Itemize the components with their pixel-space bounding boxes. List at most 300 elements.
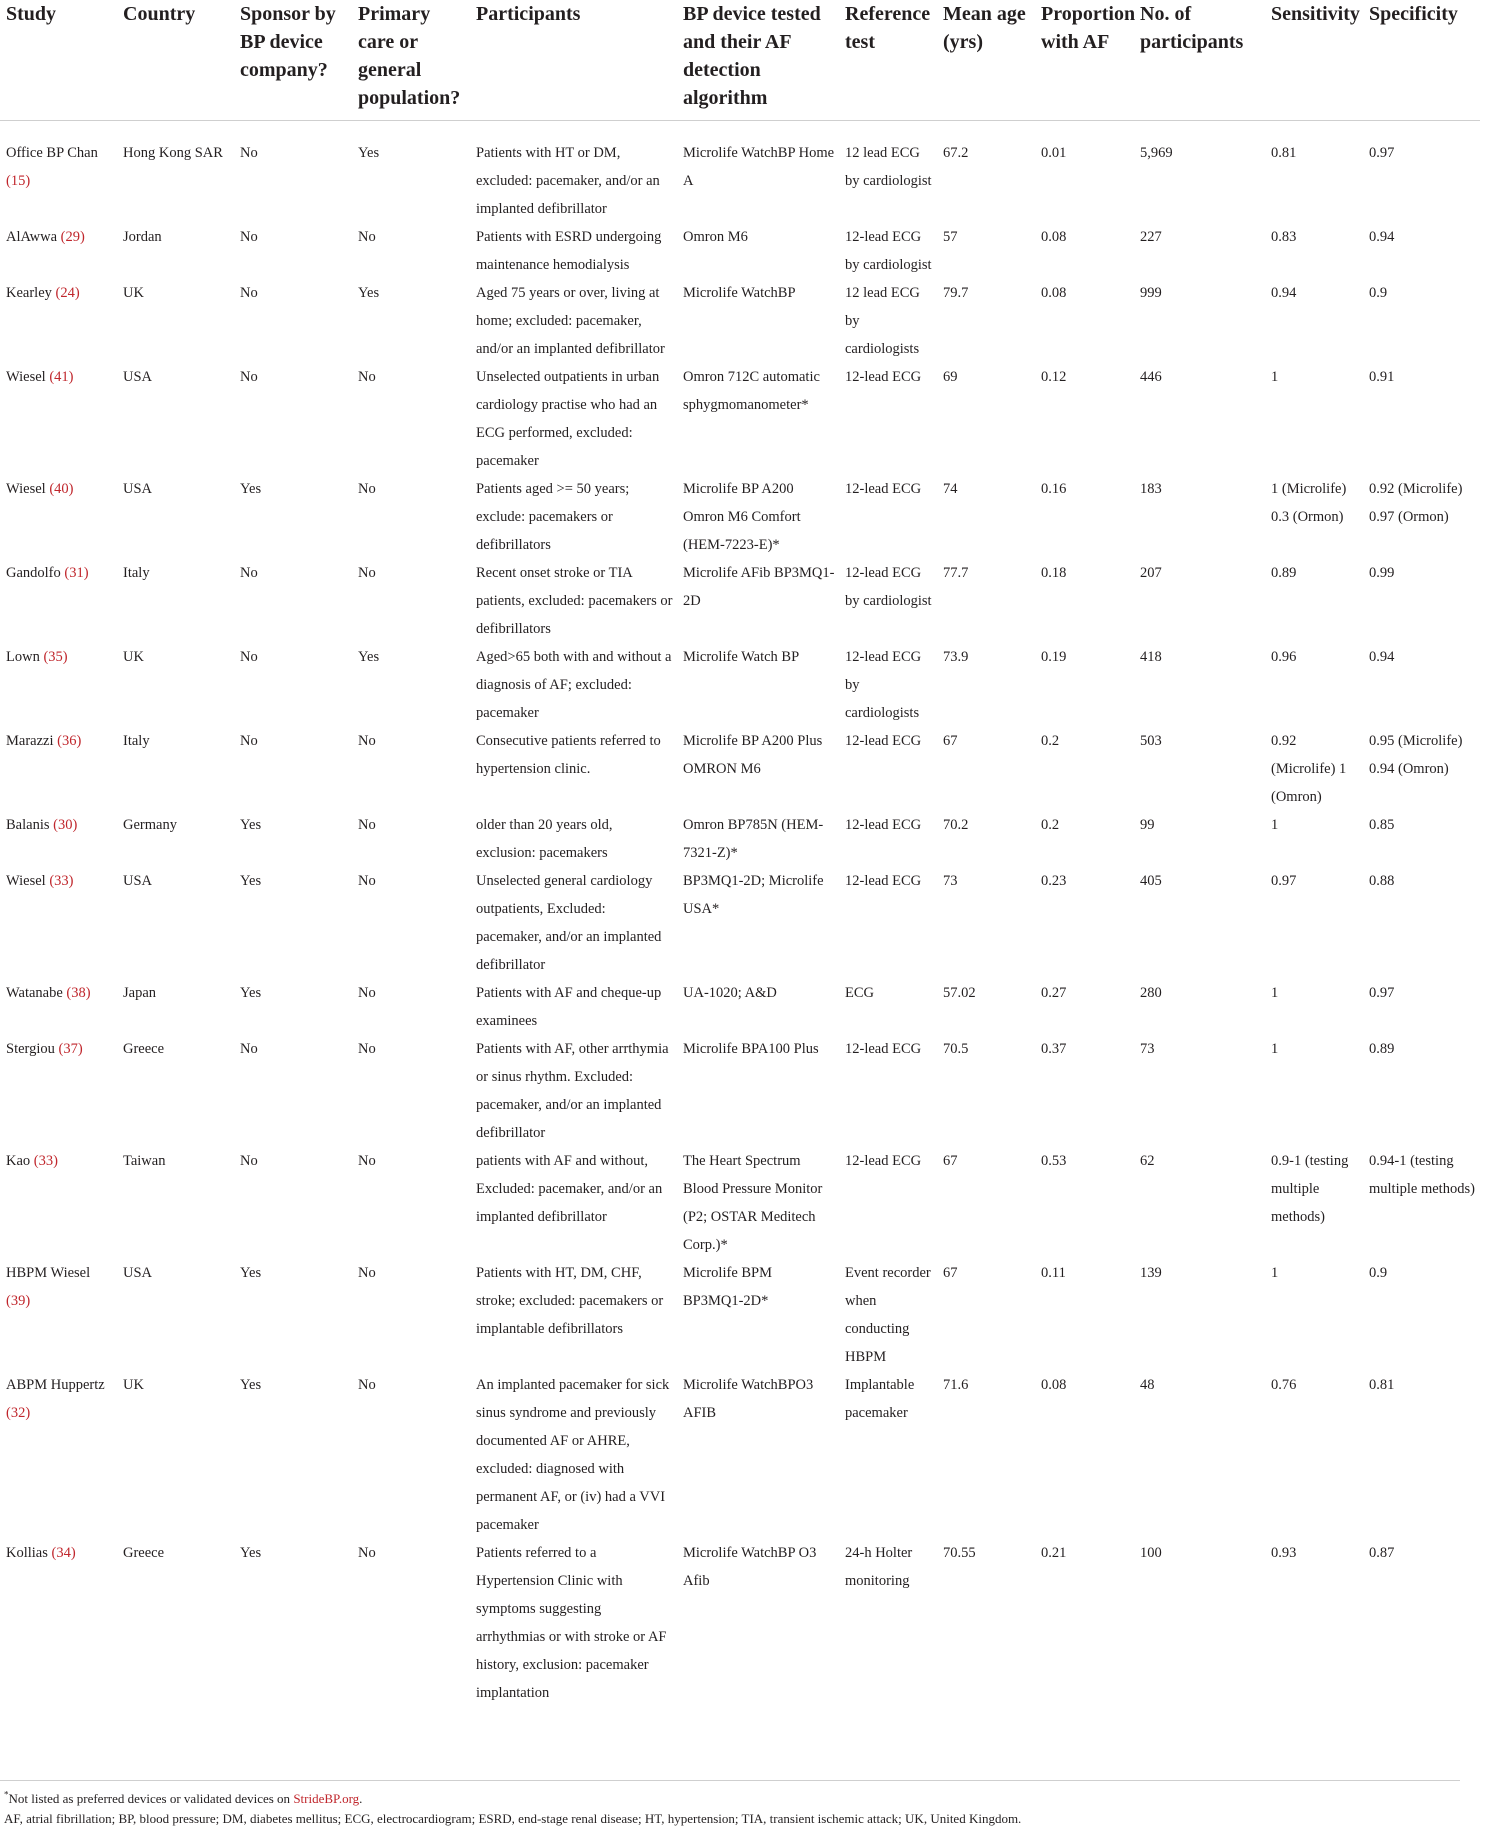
cell-sponsor-text: No (240, 1041, 258, 1057)
cell-num-participants-text: 183 (1140, 481, 1162, 497)
cell-reference-test-text: 12-lead ECG (845, 481, 922, 497)
cell-mean-age (937, 1147, 1035, 1259)
cell-mean-age-text: 69 (943, 369, 958, 385)
cell-sponsor (234, 139, 352, 223)
cell-study-text: AlAwwa (6, 229, 58, 245)
cell-study (0, 727, 117, 811)
cell-primary-care (352, 1147, 470, 1259)
cell-participants (470, 559, 677, 643)
cell-sensitivity (1265, 727, 1363, 811)
cell-sponsor (234, 867, 352, 979)
cell-specificity (1363, 1147, 1480, 1259)
cell-study (0, 223, 117, 279)
reference-link[interactable]: (33) (33, 1153, 58, 1169)
cell-sponsor (234, 1539, 352, 1707)
cell-device-text: Microlife Watch BP (683, 649, 800, 665)
cell-mean-age (937, 979, 1035, 1035)
cell-sensitivity (1265, 363, 1363, 475)
cell-reference-test-text: 12-lead ECG by cardiologist (845, 229, 932, 273)
cell-specificity-text: 0.92 (Microlife) 0.97 (Ormon) (1369, 481, 1463, 525)
cell-specificity (1363, 363, 1480, 475)
cell-proportion-af-text: 0.23 (1041, 873, 1067, 889)
cell-mean-age-text: 73.9 (943, 649, 969, 665)
cell-sensitivity-text: 0.97 (1271, 873, 1297, 889)
cell-country (117, 1035, 234, 1147)
cell-device (677, 475, 839, 559)
cell-study (0, 139, 117, 223)
cell-study (0, 1539, 117, 1707)
cell-mean-age-text: 70.2 (943, 817, 969, 833)
cell-reference-test-text: 12-lead ECG by cardiologists (845, 649, 922, 721)
cell-study-text: Wiesel (6, 873, 46, 889)
cell-participants-text: Patients with ESRD undergoing maintenance hemodialysis (476, 229, 662, 273)
cell-sponsor (234, 979, 352, 1035)
cell-primary-care-text: No (358, 873, 376, 889)
cell-num-participants-text: 5,969 (1140, 145, 1173, 161)
cell-participants (470, 475, 677, 559)
cell-specificity (1363, 1371, 1480, 1539)
cell-proportion-af-text: 0.19 (1041, 649, 1067, 665)
cell-sponsor (234, 559, 352, 643)
reference-link[interactable]: (37) (58, 1041, 83, 1057)
cell-primary-care-text: No (358, 1265, 376, 1281)
cell-country-text: Jordan (123, 229, 162, 245)
cell-specificity (1363, 643, 1480, 727)
cell-participants (470, 1035, 677, 1147)
cell-mean-age-text: 70.55 (943, 1545, 976, 1561)
table-row (0, 139, 1480, 223)
cell-reference-test (839, 727, 937, 811)
cell-specificity-text: 0.94-1 (testing multiple methods) (1369, 1153, 1475, 1197)
cell-sensitivity-text: 1 (Microlife) 0.3 (Ormon) (1271, 481, 1347, 525)
cell-num-participants-text: 48 (1140, 1377, 1155, 1393)
cell-primary-care-text: No (358, 1545, 376, 1561)
cell-specificity (1363, 979, 1480, 1035)
cell-sensitivity-text: 0.81 (1271, 145, 1297, 161)
reference-link[interactable]: (40) (49, 481, 74, 497)
cell-sensitivity-text: 0.93 (1271, 1545, 1297, 1561)
cell-participants-text: Recent onset stroke or TIA patients, excluded: pacemakers or defibrillators (476, 565, 673, 637)
cell-primary-care (352, 643, 470, 727)
cell-specificity-text: 0.97 (1369, 145, 1395, 161)
cell-study (0, 867, 117, 979)
cell-primary-care-text: No (358, 1041, 376, 1057)
cell-num-participants (1134, 727, 1265, 811)
cell-sponsor (234, 223, 352, 279)
cell-device-text: Microlife BPA100 Plus (683, 1041, 819, 1057)
cell-mean-age-text: 71.6 (943, 1377, 969, 1393)
cell-country-text: Italy (123, 733, 150, 749)
header-row (0, 0, 1480, 121)
cell-study (0, 811, 117, 867)
cell-device-text: Microlife WatchBP (683, 285, 796, 301)
cell-mean-age-text: 79.7 (943, 285, 969, 301)
cell-study-text: Balanis (6, 817, 50, 833)
cell-num-participants (1134, 643, 1265, 727)
cell-mean-age-text: 67 (943, 1153, 958, 1169)
cell-specificity (1363, 1035, 1480, 1147)
cell-reference-test (839, 559, 937, 643)
cell-sponsor (234, 1035, 352, 1147)
cell-primary-care-text: Yes (358, 285, 380, 301)
cell-reference-test-text: Implantable pacemaker (845, 1377, 915, 1421)
cell-reference-test-text: 12-lead ECG (845, 873, 922, 889)
table-row (0, 223, 1480, 279)
cell-device (677, 1035, 839, 1147)
cell-mean-age-text: 57.02 (943, 985, 976, 1001)
cell-proportion-af (1035, 475, 1134, 559)
cell-reference-test (839, 279, 937, 363)
cell-study (0, 1371, 117, 1539)
cell-sensitivity-text: 1 (1271, 369, 1279, 385)
cell-sponsor (234, 727, 352, 811)
cell-mean-age (937, 223, 1035, 279)
cell-specificity-text: 0.81 (1369, 1377, 1395, 1393)
cell-primary-care (352, 1035, 470, 1147)
cell-reference-test-text: 24-h Holter monitoring (845, 1545, 913, 1589)
cell-reference-test-text: 12 lead ECG by cardiologists (845, 285, 920, 357)
cell-participants-text: Unselected outpatients in urban cardiology practise who had an ECG performed, excluded: pacemaker (476, 369, 660, 469)
reference-link[interactable]: (38) (66, 985, 91, 1001)
cell-proportion-af-text: 0.37 (1041, 1041, 1067, 1057)
cell-participants-text: Aged>65 both with and without a diagnosis of AF; excluded: pacemaker (476, 649, 672, 721)
cell-proportion-af (1035, 1147, 1134, 1259)
cell-reference-test (839, 1259, 937, 1371)
cell-primary-care-text: No (358, 985, 376, 1001)
cell-sponsor (234, 1147, 352, 1259)
reference-link[interactable]: (33) (49, 873, 74, 889)
cell-participants (470, 979, 677, 1035)
reference-link[interactable]: (34) (51, 1545, 76, 1561)
cell-proportion-af (1035, 1035, 1134, 1147)
table-row (0, 727, 1480, 811)
cell-device-text: Microlife BPM BP3MQ1-2D* (683, 1265, 773, 1309)
cell-sensitivity-text: 1 (1271, 1265, 1279, 1281)
reference-link[interactable]: (29) (60, 229, 85, 245)
cell-device (677, 811, 839, 867)
col-header-device: BP device tested and their AF detection algorithm (677, 0, 839, 121)
cell-sponsor (234, 1259, 352, 1371)
cell-num-participants (1134, 1539, 1265, 1707)
cell-mean-age (937, 139, 1035, 223)
reference-link[interactable]: (32) (6, 1405, 31, 1421)
cell-proportion-af-text: 0.08 (1041, 1377, 1067, 1393)
cell-proportion-af (1035, 867, 1134, 979)
cell-participants (470, 1147, 677, 1259)
cell-primary-care-text: Yes (358, 649, 380, 665)
cell-participants (470, 279, 677, 363)
cell-participants-text: Patients with HT, DM, CHF, stroke; excluded: pacemakers or implantable defibrillators (476, 1265, 664, 1337)
cell-participants-text: Consecutive patients referred to hypertension clinic. (476, 733, 661, 777)
cell-mean-age-text: 77.7 (943, 565, 969, 581)
cell-proportion-af (1035, 223, 1134, 279)
cell-participants (470, 727, 677, 811)
table-row (0, 559, 1480, 643)
cell-participants-text: older than 20 years old, exclusion: pacemakers (476, 817, 613, 861)
cell-sponsor (234, 811, 352, 867)
cell-num-participants (1134, 223, 1265, 279)
cell-specificity-text: 0.87 (1369, 1545, 1395, 1561)
cell-participants (470, 223, 677, 279)
cell-proportion-af-text: 0.2 (1041, 817, 1060, 833)
cell-specificity-text: 0.95 (Microlife) 0.94 (Omron) (1369, 733, 1463, 777)
cell-sponsor-text: No (240, 369, 258, 385)
cell-participants-text: Patients referred to a Hypertension Clinic with symptoms suggesting arrhythmias or with stroke or AF history, exclusion: pacemaker implantation (476, 1545, 667, 1701)
table-body (0, 139, 1480, 1707)
cell-primary-care (352, 279, 470, 363)
cell-study (0, 643, 117, 727)
cell-proportion-af (1035, 727, 1134, 811)
cell-sensitivity (1265, 1371, 1363, 1539)
cell-proportion-af-text: 0.12 (1041, 369, 1067, 385)
cell-sponsor-text: Yes (240, 985, 262, 1001)
col-header-primary-care: Primary care or general population? (352, 0, 470, 121)
col-header-num-participants: No. of participants (1134, 0, 1265, 121)
cell-proportion-af (1035, 1371, 1134, 1539)
cell-mean-age (937, 1539, 1035, 1707)
cell-num-participants (1134, 1371, 1265, 1539)
cell-participants-text: Patients with AF and cheque-up examinees (476, 985, 662, 1029)
cell-device (677, 223, 839, 279)
cell-device (677, 279, 839, 363)
cell-proportion-af-text: 0.53 (1041, 1153, 1067, 1169)
cell-specificity (1363, 1539, 1480, 1707)
col-header-sponsor: Sponsor by BP device company? (234, 0, 352, 121)
cell-num-participants-text: 446 (1140, 369, 1162, 385)
cell-reference-test-text: 12 lead ECG by cardiologist (845, 145, 932, 189)
cell-primary-care-text: No (358, 1377, 376, 1393)
cell-num-participants (1134, 979, 1265, 1035)
cell-sensitivity (1265, 1539, 1363, 1707)
cell-primary-care (352, 727, 470, 811)
cell-country-text: UK (123, 649, 144, 665)
cell-primary-care (352, 1259, 470, 1371)
cell-sensitivity (1265, 867, 1363, 979)
cell-sponsor (234, 1371, 352, 1539)
reference-link[interactable]: (24) (55, 285, 80, 301)
cell-device-text: Omron BP785N (HEM-7321-Z)* (683, 817, 824, 861)
cell-specificity-text: 0.94 (1369, 649, 1395, 665)
col-header-participants: Participants (470, 0, 677, 121)
cell-reference-test (839, 139, 937, 223)
cell-reference-test (839, 1147, 937, 1259)
cell-primary-care (352, 979, 470, 1035)
cell-country-text: USA (123, 369, 153, 385)
cell-study-text: ABPM Huppertz (6, 1377, 105, 1393)
cell-specificity-text: 0.85 (1369, 817, 1395, 833)
cell-reference-test (839, 811, 937, 867)
cell-device-text: The Heart Spectrum Blood Pressure Monitor (P2; OSTAR Meditech Corp.)* (683, 1153, 823, 1253)
cell-specificity-text: 0.89 (1369, 1041, 1395, 1057)
cell-country (117, 1371, 234, 1539)
table-footnotes (0, 1780, 1460, 1829)
col-header-specificity: Specificity (1363, 0, 1480, 121)
cell-sensitivity-text: 0.96 (1271, 649, 1297, 665)
table-row (0, 1035, 1480, 1147)
cell-proportion-af-text: 0.08 (1041, 285, 1067, 301)
cell-primary-care-text: No (358, 229, 376, 245)
cell-device-text: Microlife WatchBP O3 Afib (683, 1545, 817, 1589)
cell-participants-text: Patients with AF, other arrthymia or sinus rhythm. Excluded: pacemaker, and/or an implanted defibrillator (476, 1041, 669, 1141)
cell-sponsor-text: Yes (240, 1265, 262, 1281)
cell-sensitivity (1265, 979, 1363, 1035)
cell-specificity (1363, 475, 1480, 559)
cell-mean-age-text: 67 (943, 733, 958, 749)
cell-sponsor-text: No (240, 733, 258, 749)
cell-study-text: Office BP Chan (6, 145, 98, 161)
cell-sensitivity (1265, 643, 1363, 727)
cell-primary-care-text: No (358, 565, 376, 581)
cell-proportion-af (1035, 1259, 1134, 1371)
cell-num-participants (1134, 139, 1265, 223)
cell-sensitivity-text: 0.9-1 (testing multiple methods) (1271, 1153, 1349, 1225)
cell-num-participants-text: 207 (1140, 565, 1162, 581)
cell-mean-age (937, 475, 1035, 559)
cell-reference-test-text: 12-lead ECG (845, 817, 922, 833)
cell-country-text: Germany (123, 817, 177, 833)
cell-sensitivity-text: 0.94 (1271, 285, 1297, 301)
cell-proportion-af-text: 0.16 (1041, 481, 1067, 497)
cell-sensitivity-text: 0.76 (1271, 1377, 1297, 1393)
cell-specificity (1363, 223, 1480, 279)
cell-participants-text: patients with AF and without, Excluded: pacemaker, and/or an implanted defibrillator (476, 1153, 663, 1225)
cell-study (0, 279, 117, 363)
cell-sensitivity (1265, 1259, 1363, 1371)
cell-study-text: HBPM Wiesel (6, 1265, 91, 1281)
cell-mean-age-text: 67 (943, 1265, 958, 1281)
table-row (0, 1147, 1480, 1259)
cell-mean-age-text: 67.2 (943, 145, 969, 161)
cell-primary-care (352, 223, 470, 279)
cell-sensitivity (1265, 223, 1363, 279)
cell-sponsor-text: Yes (240, 1377, 262, 1393)
cell-sponsor-text: No (240, 565, 258, 581)
cell-country (117, 1147, 234, 1259)
cell-participants (470, 1259, 677, 1371)
cell-num-participants (1134, 363, 1265, 475)
cell-primary-care (352, 363, 470, 475)
cell-device (677, 643, 839, 727)
footnote-text: Not listed as preferred devices or validated devices on (8, 1791, 294, 1806)
cell-mean-age (937, 279, 1035, 363)
cell-sensitivity (1265, 811, 1363, 867)
cell-primary-care-text: Yes (358, 145, 380, 161)
cell-sponsor (234, 643, 352, 727)
reference-link[interactable]: (36) (57, 733, 82, 749)
cell-reference-test (839, 867, 937, 979)
cell-sensitivity-text: 0.92 (Microlife) 1 (Omron) (1271, 733, 1347, 805)
cell-num-participants-text: 100 (1140, 1545, 1162, 1561)
reference-link[interactable]: (39) (6, 1293, 31, 1309)
cell-device-text: Microlife WatchBP Home A (683, 145, 835, 189)
cell-country-text: USA (123, 481, 153, 497)
col-header-sensitivity: Sensitivity (1265, 0, 1363, 121)
reference-link[interactable]: (31) (64, 565, 89, 581)
cell-mean-age-text: 57 (943, 229, 958, 245)
cell-device (677, 139, 839, 223)
cell-proportion-af (1035, 1539, 1134, 1707)
cell-proportion-af-text: 0.01 (1041, 145, 1067, 161)
cell-country (117, 1539, 234, 1707)
cell-mean-age (937, 1259, 1035, 1371)
cell-sponsor (234, 475, 352, 559)
cell-country-text: Hong Kong SAR (123, 145, 223, 161)
cell-num-participants-text: 405 (1140, 873, 1162, 889)
cell-specificity-text: 0.9 (1369, 285, 1388, 301)
cell-participants (470, 363, 677, 475)
cell-proportion-af-text: 0.27 (1041, 985, 1067, 1001)
cell-num-participants-text: 418 (1140, 649, 1162, 665)
cell-reference-test (839, 1371, 937, 1539)
cell-proportion-af-text: 0.2 (1041, 733, 1060, 749)
cell-sponsor-text: No (240, 145, 258, 161)
stridebp-link[interactable]: StrideBP.org (293, 1791, 360, 1806)
cell-reference-test (839, 363, 937, 475)
cell-sensitivity (1265, 1035, 1363, 1147)
cell-primary-care (352, 139, 470, 223)
reference-link[interactable]: (30) (53, 817, 78, 833)
cell-sensitivity (1265, 559, 1363, 643)
cell-reference-test-text: 12-lead ECG (845, 369, 922, 385)
reference-link[interactable]: (35) (43, 649, 68, 665)
cell-num-participants (1134, 1147, 1265, 1259)
cell-proportion-af-text: 0.18 (1041, 565, 1067, 581)
cell-num-participants (1134, 811, 1265, 867)
cell-reference-test (839, 1035, 937, 1147)
cell-specificity (1363, 727, 1480, 811)
cell-reference-test (839, 1539, 937, 1707)
col-header-mean-age: Mean age (yrs) (937, 0, 1035, 121)
reference-link[interactable]: (41) (49, 369, 74, 385)
cell-sensitivity-text: 0.89 (1271, 565, 1297, 581)
cell-country-text: Greece (123, 1041, 165, 1057)
col-header-reference-test: Reference test (839, 0, 937, 121)
cell-specificity (1363, 811, 1480, 867)
cell-proportion-af-text: 0.21 (1041, 1545, 1067, 1561)
cell-num-participants (1134, 1259, 1265, 1371)
cell-mean-age (937, 559, 1035, 643)
cell-num-participants-text: 73 (1140, 1041, 1155, 1057)
cell-country-text: USA (123, 873, 153, 889)
cell-participants (470, 139, 677, 223)
cell-num-participants-text: 99 (1140, 817, 1155, 833)
cell-sponsor-text: Yes (240, 1545, 262, 1561)
cell-num-participants (1134, 867, 1265, 979)
cell-reference-test-text: 12-lead ECG (845, 733, 922, 749)
col-header-country: Country (117, 0, 234, 121)
cell-participants-text: Patients aged >= 50 years; exclude: pacemakers or defibrillators (476, 481, 630, 553)
footnote-device-validation (0, 1789, 1460, 1809)
cell-participants (470, 867, 677, 979)
cell-sponsor-text: No (240, 1153, 258, 1169)
cell-specificity (1363, 559, 1480, 643)
cell-specificity-text: 0.88 (1369, 873, 1395, 889)
cell-reference-test-text: 12-lead ECG (845, 1153, 922, 1169)
cell-country (117, 643, 234, 727)
cell-device (677, 1539, 839, 1707)
cell-num-participants-text: 227 (1140, 229, 1162, 245)
cell-specificity (1363, 1259, 1480, 1371)
cell-study (0, 559, 117, 643)
cell-country-text: UK (123, 285, 144, 301)
reference-link[interactable]: (15) (6, 173, 31, 189)
cell-num-participants-text: 139 (1140, 1265, 1162, 1281)
cell-study (0, 475, 117, 559)
cell-num-participants-text: 503 (1140, 733, 1162, 749)
cell-reference-test-text: ECG (845, 985, 874, 1001)
col-header-proportion-af: Proportion with AF (1035, 0, 1134, 121)
cell-num-participants-text: 280 (1140, 985, 1162, 1001)
